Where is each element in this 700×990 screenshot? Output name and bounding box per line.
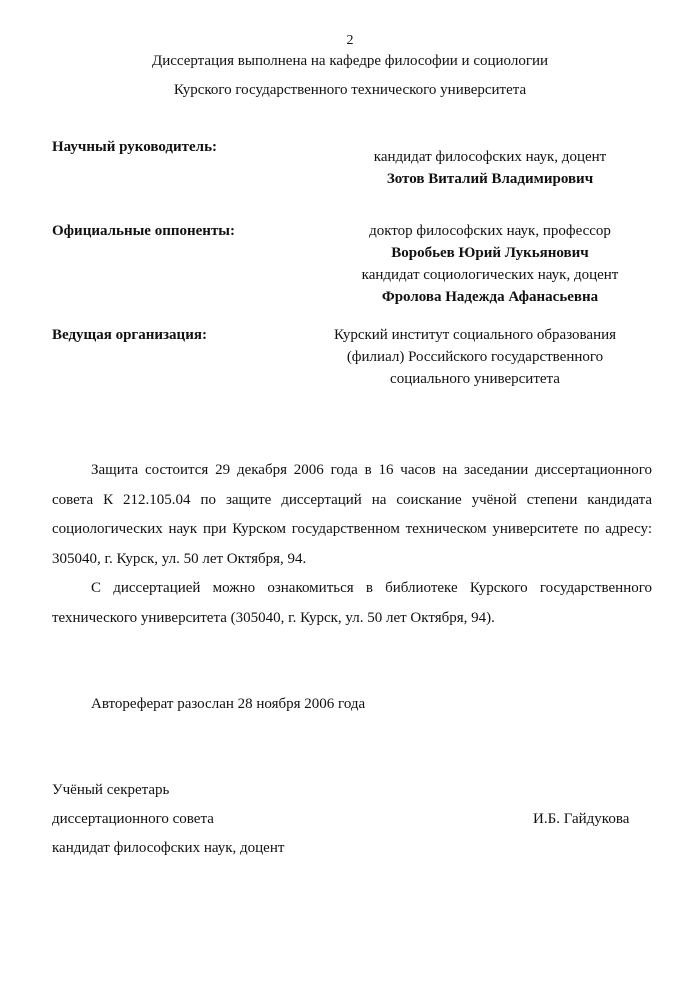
secretary-name: И.Б. Гайдукова — [533, 811, 630, 827]
header-line-1: Диссертация выполнена на кафедре философии и социологии — [151, 53, 549, 69]
leading-org-block — [310, 326, 640, 392]
page-number: 2 — [346, 33, 354, 48]
secretary-line-2: диссертационного совета — [52, 811, 214, 827]
mailing-date: Автореферат разослан 28 ноября 2006 года — [91, 696, 366, 712]
supervisor-block — [330, 148, 650, 192]
supervisor-label: Научный руководитель: — [52, 139, 217, 155]
supervisor-name: Зотов Виталий Владимирович — [386, 171, 594, 187]
header-line-2: Курского государственного технического университета — [173, 82, 527, 98]
opponent-2-name: Фролова Надежда Афанасьевна — [381, 289, 599, 305]
opponent-1-title: доктор философских наук, профессор — [369, 223, 611, 239]
leading-org-line-3: социального университета — [390, 371, 560, 387]
secretary-line-3: кандидат философских наук, доцент — [52, 840, 285, 856]
library-paragraph: С диссертацией можно ознакомиться в библиотеке Курского государственного технического университета (305040, г. Курск, ул. 50 лет Октября, 94). — [52, 580, 652, 626]
defense-paragraph: Защита состоится 29 декабря 2006 года в 16 часов на заседании диссертационного совета К 212.105.04 по защите диссертаций на соискание учёной степени кандидата социологических наук при Курском государственном техническом университете по адресу: 305040, г. Курск, ул. 50 лет Октября, 94. — [52, 462, 652, 567]
opponents-label: Официальные оппоненты: — [52, 223, 236, 239]
supervisor-title: кандидат философских наук, доцент — [373, 149, 607, 165]
leading-org-line-2: (филиал) Российского государственного — [346, 349, 604, 365]
leading-org-label: Ведущая организация: — [52, 327, 207, 343]
opponent-2-title: кандидат социологических наук, доцент — [361, 267, 619, 283]
secretary-line-1: Учёный секретарь — [52, 782, 170, 798]
leading-org-line-1: Курский институт социального образования — [333, 327, 617, 343]
opponents-block — [330, 222, 650, 310]
opponent-1-name: Воробьев Юрий Лукьянович — [391, 245, 589, 261]
